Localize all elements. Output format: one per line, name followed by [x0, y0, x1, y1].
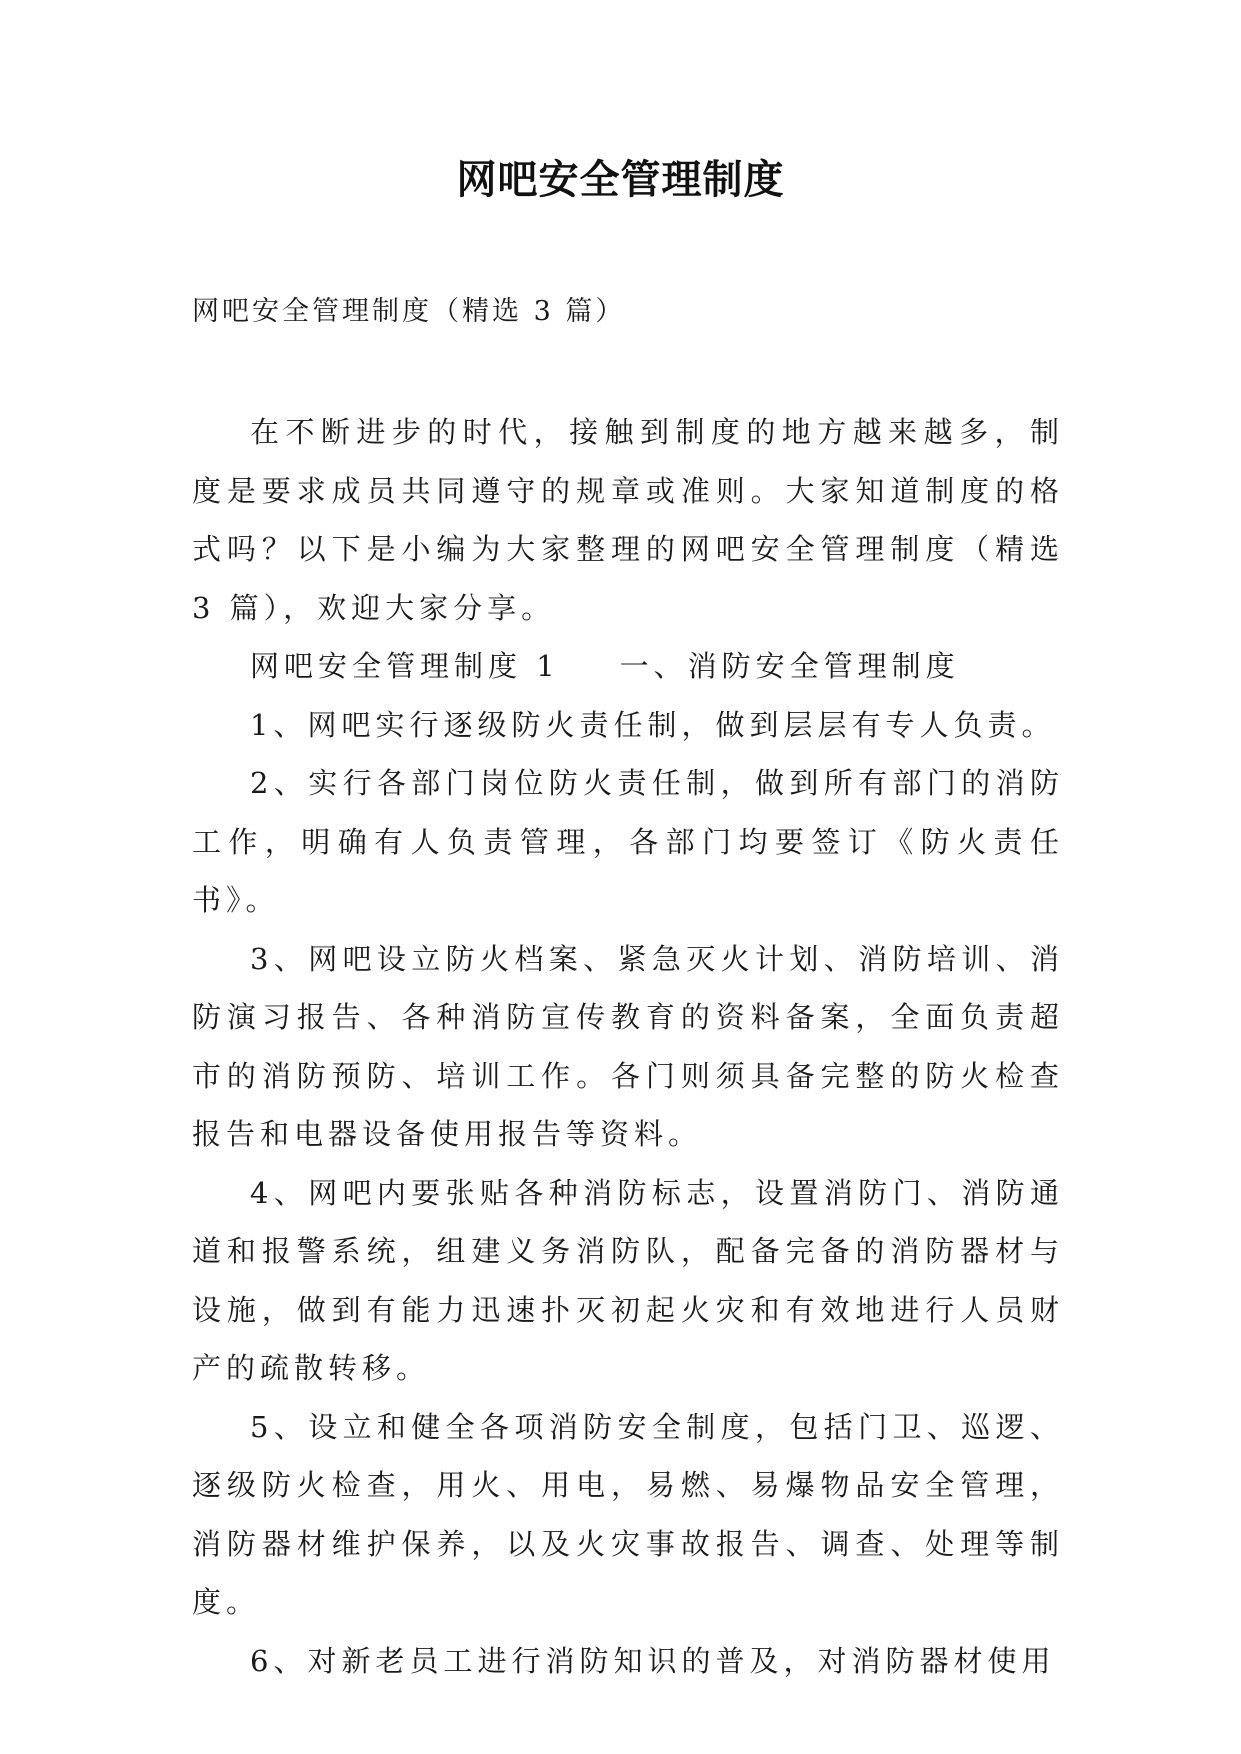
section-heading-line [192, 637, 1064, 696]
section-heading: 网吧安全管理制度 1 [250, 649, 560, 683]
list-item: 3、网吧设立防火档案、紧急灭火计划、消防培训、消防演习报告、各种消防宣传教育的资料备案，全面负责超市的消防预防、培训工作。各门则须具备完整的防火检查报告和电器设备使用报告等资料。 [192, 941, 1064, 1151]
list-item: 6、对新老员工进行消防知识的普及，对消防器材使用 [250, 1643, 1056, 1678]
list-item: 1、网吧实行逐级防火责任制，做到层层有专人负责。 [250, 707, 1056, 742]
document-title: 网吧安全管理制度 [456, 157, 785, 203]
document-body [192, 403, 1064, 1690]
list-item: 5、设立和健全各项消防安全制度，包括门卫、巡逻、逐级防火检查，用火、用电，易燃、易爆物品安全管理，消防器材维护保养，以及火灾事故报告、调查、处理等制度。 [192, 1409, 1064, 1619]
section-subheading: 一、消防安全管理制度 [619, 649, 960, 683]
list-item: 2、实行各部门岗位防火责任制，做到所有部门的消防工作，明确有人负责管理，各部门均要签订《防火责任书》。 [192, 766, 1064, 917]
document-subtitle: 网吧安全管理制度（精选 3 篇） [192, 296, 626, 327]
list-item: 4、网吧内要张贴各种消防标志，设置消防门、消防通道和报警系统，组建义务消防队，配备完备的消防器材与设施，做到有能力迅速扑灭初起火灾和有效地进行人员财产的疏散转移。 [192, 1175, 1064, 1385]
intro-paragraph: 在不断进步的时代，接触到制度的地方越来越多，制度是要求成员共同遵守的规章或准则。大家知道制度的格式吗？以下是小编为大家整理的网吧安全管理制度（精选 3 篇），欢迎大家分享。 [192, 415, 1064, 625]
